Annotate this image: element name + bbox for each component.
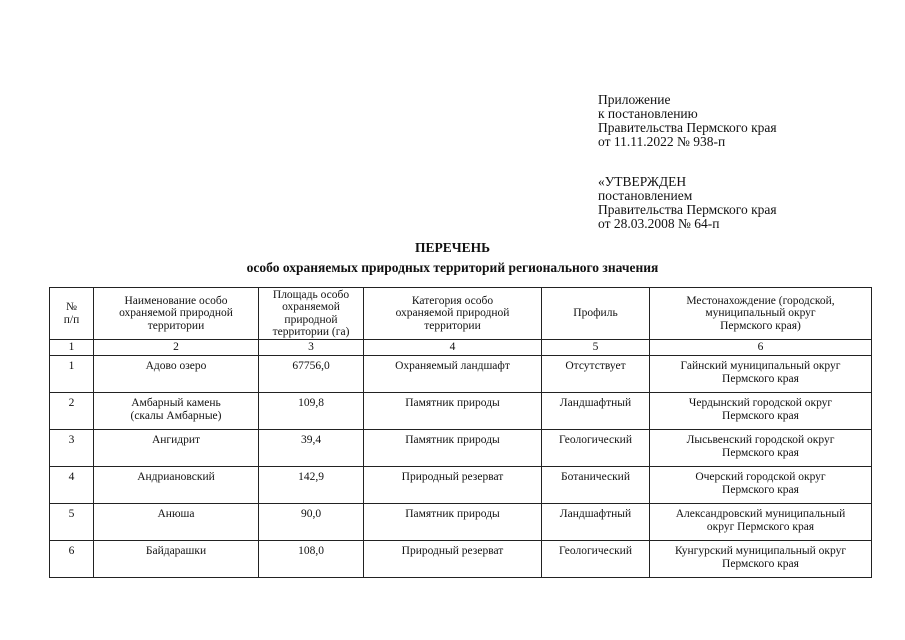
header-line: муниципальный округ: [705, 307, 816, 320]
cell-line: Пермского края: [722, 372, 799, 385]
cell-name: [94, 504, 259, 541]
cell-category: Памятник природы: [364, 393, 542, 430]
cell-line: Байдарашки: [145, 545, 207, 557]
header-line: охраняемой природной: [395, 307, 510, 320]
cell-line: Адово озеро: [145, 360, 207, 372]
appendix-block: [598, 93, 777, 149]
cell-category: Памятник природы: [364, 504, 542, 541]
cell-category: Природный резерват: [364, 541, 542, 578]
approved-line: Правительства Пермского края: [598, 202, 777, 217]
cell-category: Охраняемый ландшафт: [364, 356, 542, 393]
header-line: п/п: [63, 313, 80, 326]
cell-line: округ Пермского края: [706, 520, 815, 533]
cell-line: Пермского края: [722, 557, 799, 570]
cell-category: Памятник природы: [364, 430, 542, 467]
appendix-line: к постановлению: [598, 106, 698, 121]
table-row: [50, 467, 872, 504]
cell-line: Очерский городской округ: [695, 471, 826, 483]
cell-location: [650, 504, 872, 541]
header-line: территории: [424, 319, 481, 332]
header-line: охраняемой природной: [119, 307, 233, 320]
cell-number: 5: [50, 504, 94, 541]
cell-name: [94, 430, 259, 467]
cell-name: [94, 356, 259, 393]
cell-number: 3: [50, 430, 94, 467]
header-line: Пермского края): [720, 319, 801, 332]
header-line: Категория особо: [411, 294, 494, 307]
cell-number: 6: [50, 541, 94, 578]
cell-location: [650, 430, 872, 467]
header-line: Местонахождение (городской,: [686, 294, 835, 307]
cell-profile: Геологический: [542, 541, 650, 578]
cell-profile: Геологический: [542, 430, 650, 467]
cell-profile: Ландшафтный: [542, 393, 650, 430]
header-line: территории: [147, 319, 205, 332]
cell-area: 67756,0: [259, 356, 364, 393]
column-number-row: [50, 340, 872, 356]
header-cell-profile: [542, 288, 650, 340]
header-cell-name: [94, 288, 259, 340]
approved-block: [598, 175, 777, 231]
cell-area: 90,0: [259, 504, 364, 541]
header-line: Площадь особо: [272, 288, 350, 301]
cell-line: Александровский муниципальный: [675, 508, 846, 520]
header-cell-location: [650, 288, 872, 340]
cell-line: Пермского края: [722, 446, 799, 459]
column-number: 4: [364, 340, 542, 356]
cell-number: 4: [50, 467, 94, 504]
cell-number: 2: [50, 393, 94, 430]
cell-name: [94, 541, 259, 578]
header-cell-number: [50, 288, 94, 340]
cell-line: Анюша: [157, 508, 195, 520]
cell-location: [650, 393, 872, 430]
header-line: природной: [284, 313, 338, 326]
header-line: Наименование особо: [124, 294, 228, 307]
cell-location: [650, 541, 872, 578]
header-line: №: [66, 301, 77, 313]
cell-line: Пермского края: [722, 483, 799, 496]
header-cell-area: [259, 288, 364, 340]
table-header-row: [50, 288, 872, 340]
cell-number: 1: [50, 356, 94, 393]
cell-line: (скалы Амбарные): [130, 409, 222, 422]
approved-line: постановлением: [598, 188, 693, 203]
header-line: охраняемой: [282, 301, 340, 313]
header-cell-category: [364, 288, 542, 340]
cell-line: Пермского края: [722, 409, 799, 422]
table-row: [50, 504, 872, 541]
cell-profile: Ботанический: [542, 467, 650, 504]
cell-name: [94, 467, 259, 504]
column-number: 1: [50, 340, 94, 356]
appendix-line: Правительства Пермского края: [598, 120, 777, 135]
cell-line: Амбарный камень: [131, 397, 221, 409]
cell-area: 142,9: [259, 467, 364, 504]
cell-profile: Отсутствует: [542, 356, 650, 393]
cell-line: Чердынский городской округ: [688, 397, 833, 409]
cell-area: 39,4: [259, 430, 364, 467]
appendix-line: от 11.11.2022 № 938-п: [598, 134, 726, 149]
column-number: 6: [650, 340, 872, 356]
cell-profile: Ландшафтный: [542, 504, 650, 541]
cell-area: 108,0: [259, 541, 364, 578]
cell-line: Кунгурский муниципальный округ: [674, 545, 847, 557]
table-row: [50, 430, 872, 467]
column-number: 2: [94, 340, 259, 356]
header-line: территории (га): [272, 326, 350, 338]
table-row: [50, 393, 872, 430]
approved-line: «УТВЕРЖДЕН: [598, 174, 687, 189]
header-line: Профиль: [573, 307, 618, 320]
appendix-line: Приложение: [598, 92, 671, 107]
cell-line: Лысьвенский городской округ: [686, 434, 835, 446]
table-row: [50, 541, 872, 578]
cell-line: Андриановский: [137, 471, 215, 483]
cell-area: 109,8: [259, 393, 364, 430]
territories-table: [49, 287, 872, 578]
cell-location: [650, 356, 872, 393]
document-subtitle: особо охраняемых природных территорий регионального значения: [246, 260, 659, 275]
cell-name: [94, 393, 259, 430]
approved-line: от 28.03.2008 № 64-п: [598, 216, 720, 231]
cell-location: [650, 467, 872, 504]
cell-line: Ангидрит: [151, 434, 201, 446]
column-number: 5: [542, 340, 650, 356]
cell-category: Природный резерват: [364, 467, 542, 504]
cell-line: Гайнский муниципальный округ: [680, 360, 841, 372]
document-title: ПЕРЕЧЕНЬ: [414, 240, 491, 255]
table-row: [50, 356, 872, 393]
column-number: 3: [259, 340, 364, 356]
